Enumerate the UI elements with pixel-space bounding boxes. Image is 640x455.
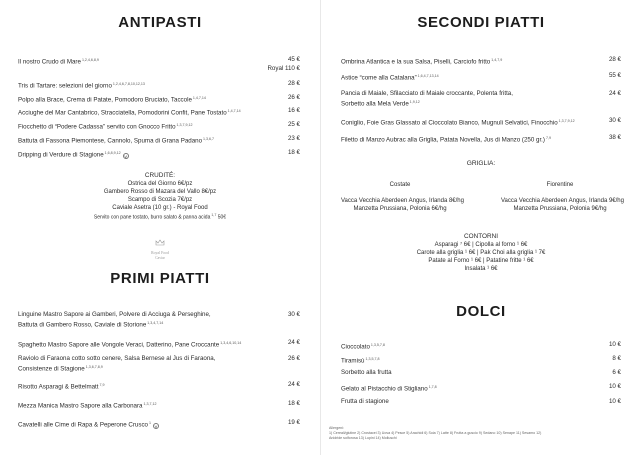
item-allergens: 1,9,12: [409, 100, 420, 104]
logo-line1: Royal Food: [151, 251, 169, 255]
menu-item: [18, 80, 270, 91]
item-name: Tris di Tartare: selezioni del giorno: [18, 82, 112, 90]
item-name: Raviolo di Faraona cotto sotto cenere, Salsa Bernese al Jus di Faraona,: [18, 355, 216, 362]
item-price: 6 €: [612, 369, 621, 376]
menu-item: [18, 135, 270, 146]
menu-item: [341, 355, 591, 366]
item-price: 45 €: [287, 56, 300, 63]
allergeni-footnote: [329, 426, 543, 441]
item-allergens: 1,3,7,9,12: [558, 119, 575, 123]
item-price: 25 €: [287, 121, 300, 128]
allergeni-title: Allergeni:: [329, 426, 344, 430]
menu-item: [18, 149, 270, 160]
crown-icon: [155, 239, 165, 246]
menu-item: [341, 117, 591, 128]
item-name: Cavatelli alle Cime di Rapa & Peperone Crusco: [18, 421, 149, 429]
item-name: Spaghetto Mastro Sapore alle Vongole Veraci, Datterino, Pane Croccante: [18, 341, 220, 349]
crudite-note-price: 50€: [217, 214, 227, 221]
item-allergens: 1,4,7,14: [227, 109, 241, 113]
item-allergens: 1,3,7,9,12: [176, 123, 193, 127]
item-price: 10 €: [608, 341, 621, 348]
contorni-line: Insalata ¹ 6€: [464, 266, 498, 272]
crudite-block: [0, 172, 320, 221]
costate-item: Manzetta Prussiana, Polonia 6€/hg: [353, 206, 447, 212]
item-allergens: 1,3,5,7,8: [370, 343, 385, 347]
item-allergens: 1,3,4,6,10,14: [220, 341, 242, 345]
item-price: 28 €: [287, 80, 300, 87]
fiorentine-item: Manzetta Prussiana, Polonia 9€/hg: [513, 206, 607, 212]
item-allergens: 1,6,8,9,12: [104, 151, 121, 155]
item-price: 18 €: [287, 149, 300, 156]
menu-item: [18, 94, 270, 105]
menu-item: [18, 121, 270, 132]
item-price: 18 €: [287, 400, 300, 407]
item-name: Polpo alla Brace, Crema di Patate, Pomodoro Bruciato, Taccole: [18, 96, 192, 104]
item-price: 26 €: [287, 94, 300, 101]
item-price: 24 €: [608, 90, 621, 97]
crudite-line: Caviale Asetra (10 gr.) - Royal Food: [112, 205, 208, 211]
crudite-line: Scampo di Scozia 7€/pz: [127, 197, 193, 203]
item-price: 8 €: [612, 355, 621, 362]
item-price: 30 €: [287, 311, 300, 318]
contorni-line: Patate al Forno ¹ 6€ | Patatine fritte ¹ 6€: [428, 258, 534, 264]
crudite-title: CRUDITÉ:: [144, 172, 176, 179]
menu-item: [341, 134, 591, 145]
contorni-title: CONTORNI: [464, 233, 498, 240]
item-allergens: 1,3,4,7,14: [147, 321, 164, 325]
item-name: Fiocchetto di “Podere Cadassa” servito con Gnocco Fritto: [18, 123, 176, 131]
item-name: Sorbetto alla frutta: [341, 369, 392, 376]
menu-item: [18, 355, 270, 374]
costate-item: Vacca Vecchia Aberdeen Angus, Irlanda 8€/hg: [341, 198, 464, 204]
item-name: Il nostro Crudo di Mare: [18, 58, 81, 66]
primi-title: PRIMI PIATTI: [110, 270, 210, 287]
item-price: 30 €: [608, 117, 621, 124]
contorni-line: Carote alla griglia ¹ 6€ | Pak Choi alla griglia ¹ 7€: [416, 250, 546, 256]
item-name: Ombrina Atlantica e la sua Salsa, Piselli, Carciofo fritto: [341, 58, 491, 66]
menu-item: [18, 311, 270, 330]
item-name: Tiramisù: [341, 357, 365, 365]
item-name-line2: Battuta di Gambero Rosso, Caviale di Storione: [18, 321, 147, 329]
item-allergens: 7,9: [545, 136, 551, 140]
menu-item: [341, 56, 591, 67]
menu-item: [341, 398, 591, 406]
allergeni-text: 1) Cereali/glutine 2) Crostacei 3) Uova 4) Pesce 5) Arachidi 6) Soia 7) Latte 8) Frutta a guscio 9) Sedano 10) Senape 11) Sesamo 12) Anidride solforosa 13) Lupini 14) Molluschi: [329, 431, 542, 440]
item-price: 19 €: [287, 419, 300, 426]
crudite-note: [0, 212, 320, 221]
logo-line2: Caviar: [155, 255, 165, 260]
item-allergens: 1,4,7,9: [491, 58, 503, 62]
contorni-block: [321, 233, 640, 273]
item-price: 28 €: [608, 56, 621, 63]
item-allergens: 1: [149, 421, 152, 425]
item-allergens: 1,3,5,7,8: [365, 357, 380, 361]
menu-item: [18, 381, 270, 392]
menu-item: [18, 107, 270, 118]
menu-item: [341, 383, 591, 394]
costate-label: Costate: [389, 182, 411, 188]
item-allergens: 1,6,4,7,13,14: [417, 74, 439, 78]
fiorentine-item: Vacca Vecchia Aberdeen Angus, Irlanda 9€/hg: [501, 198, 624, 204]
menu-item: [18, 339, 270, 350]
secondi-title: SECONDI PIATTI: [417, 14, 545, 31]
item-allergens: 7,9: [99, 383, 105, 387]
item-name: Astice “come alla Catalana”: [341, 74, 417, 82]
fiorentine-label: Fiorentine: [546, 182, 574, 188]
right-page: [320, 0, 640, 455]
royal-food-logo: [145, 233, 175, 260]
item-name-line2: Sorbetto alla Mela Verde: [341, 100, 409, 108]
item-name: Acciughe del Mar Cantabrico, Stracciatella, Pomodorini Confit, Pane Tostato: [18, 109, 227, 117]
item-allergens: 1,3,6,7: [203, 137, 215, 141]
item-price: 10 €: [608, 398, 621, 405]
crudite-note-text: Servito con pane tostato, burro salato & panna acida: [93, 214, 211, 221]
crudite-note-allergens: 1,7: [211, 213, 217, 217]
item-name: Cioccolato: [341, 343, 370, 351]
crudite-line: Gambero Rosso di Mazara del Vallo 8€/pz: [103, 189, 217, 195]
item-price: 16 €: [287, 107, 300, 114]
item-name: Coniglio, Foie Gras Glassato al Cioccolato Bianco, Mugnuli Selvatici, Finocchio: [341, 119, 558, 127]
menu-item: [341, 90, 591, 109]
menu-item: [18, 419, 270, 430]
item-name: Dripping di Verdure di Stagione: [18, 151, 104, 159]
item-price: 23 €: [287, 135, 300, 142]
item-name: Risotto Asparagi & Bettelmatt: [18, 383, 99, 391]
contorni-line: Asparagi ⁷ 6€ | Cipolla al forno ¹ 6€: [434, 242, 528, 248]
item-name: Gelato al Pistacchio di Stigliano: [341, 385, 428, 393]
menu-item: [341, 369, 591, 377]
item-price: 24 €: [287, 381, 300, 388]
menu-item: [341, 341, 591, 352]
item-name: Pancia di Maiale, Sfilacciato di Maiale croccante, Polenta fritta,: [341, 90, 513, 97]
crudite-line: Ostrica del Giorno 6€/pz: [127, 181, 193, 187]
item-name: Frutta di stagione: [341, 398, 389, 405]
vegetarian-icon: V: [124, 153, 127, 159]
item-price: 38 €: [608, 134, 621, 141]
dolci-title: DOLCI: [456, 303, 506, 320]
vegetarian-icon: V: [154, 423, 158, 429]
item-allergens: 1,3,6,7,8,9: [85, 365, 103, 369]
item-allergens: 1,2,4,6,8,9: [81, 58, 99, 62]
item-price: 10 €: [608, 383, 621, 390]
item-name: Battuta di Fassona Piemontese, Cannolo, Spuma di Grana Padano: [18, 137, 203, 145]
item-price-royal: Royal 110 €: [267, 65, 300, 72]
item-price: 26 €: [287, 355, 300, 362]
item-price: 55 €: [608, 72, 621, 79]
item-allergens: 1,3,7,12: [143, 402, 157, 406]
item-name: Linguine Mastro Sapore ai Gamberi, Polvere di Acciuga & Perseghine,: [18, 311, 211, 318]
fiorentine-list: [501, 197, 624, 213]
item-name-line2: Consistenze di Stagione: [18, 365, 85, 373]
item-name: Mezza Manica Mastro Sapore alla Carbonara: [18, 402, 143, 410]
item-allergens: 1,7,8: [428, 385, 437, 389]
costate-list: [341, 197, 464, 213]
item-allergens: 1,4,7,14: [192, 96, 206, 100]
antipasti-title: ANTIPASTI: [118, 14, 202, 31]
menu-item: [341, 72, 591, 83]
item-name: Filetto di Manzo Aubrac alla Griglia, Patata Novella, Jus di Manzo (250 gr.): [341, 136, 545, 144]
item-price: 24 €: [287, 339, 300, 346]
item-allergens: 1,2,4,6,7,8,10,12,13: [112, 82, 145, 86]
griglia-title: GRIGLIA:: [466, 160, 496, 167]
menu-item: [18, 400, 270, 411]
menu-item: [18, 56, 270, 67]
